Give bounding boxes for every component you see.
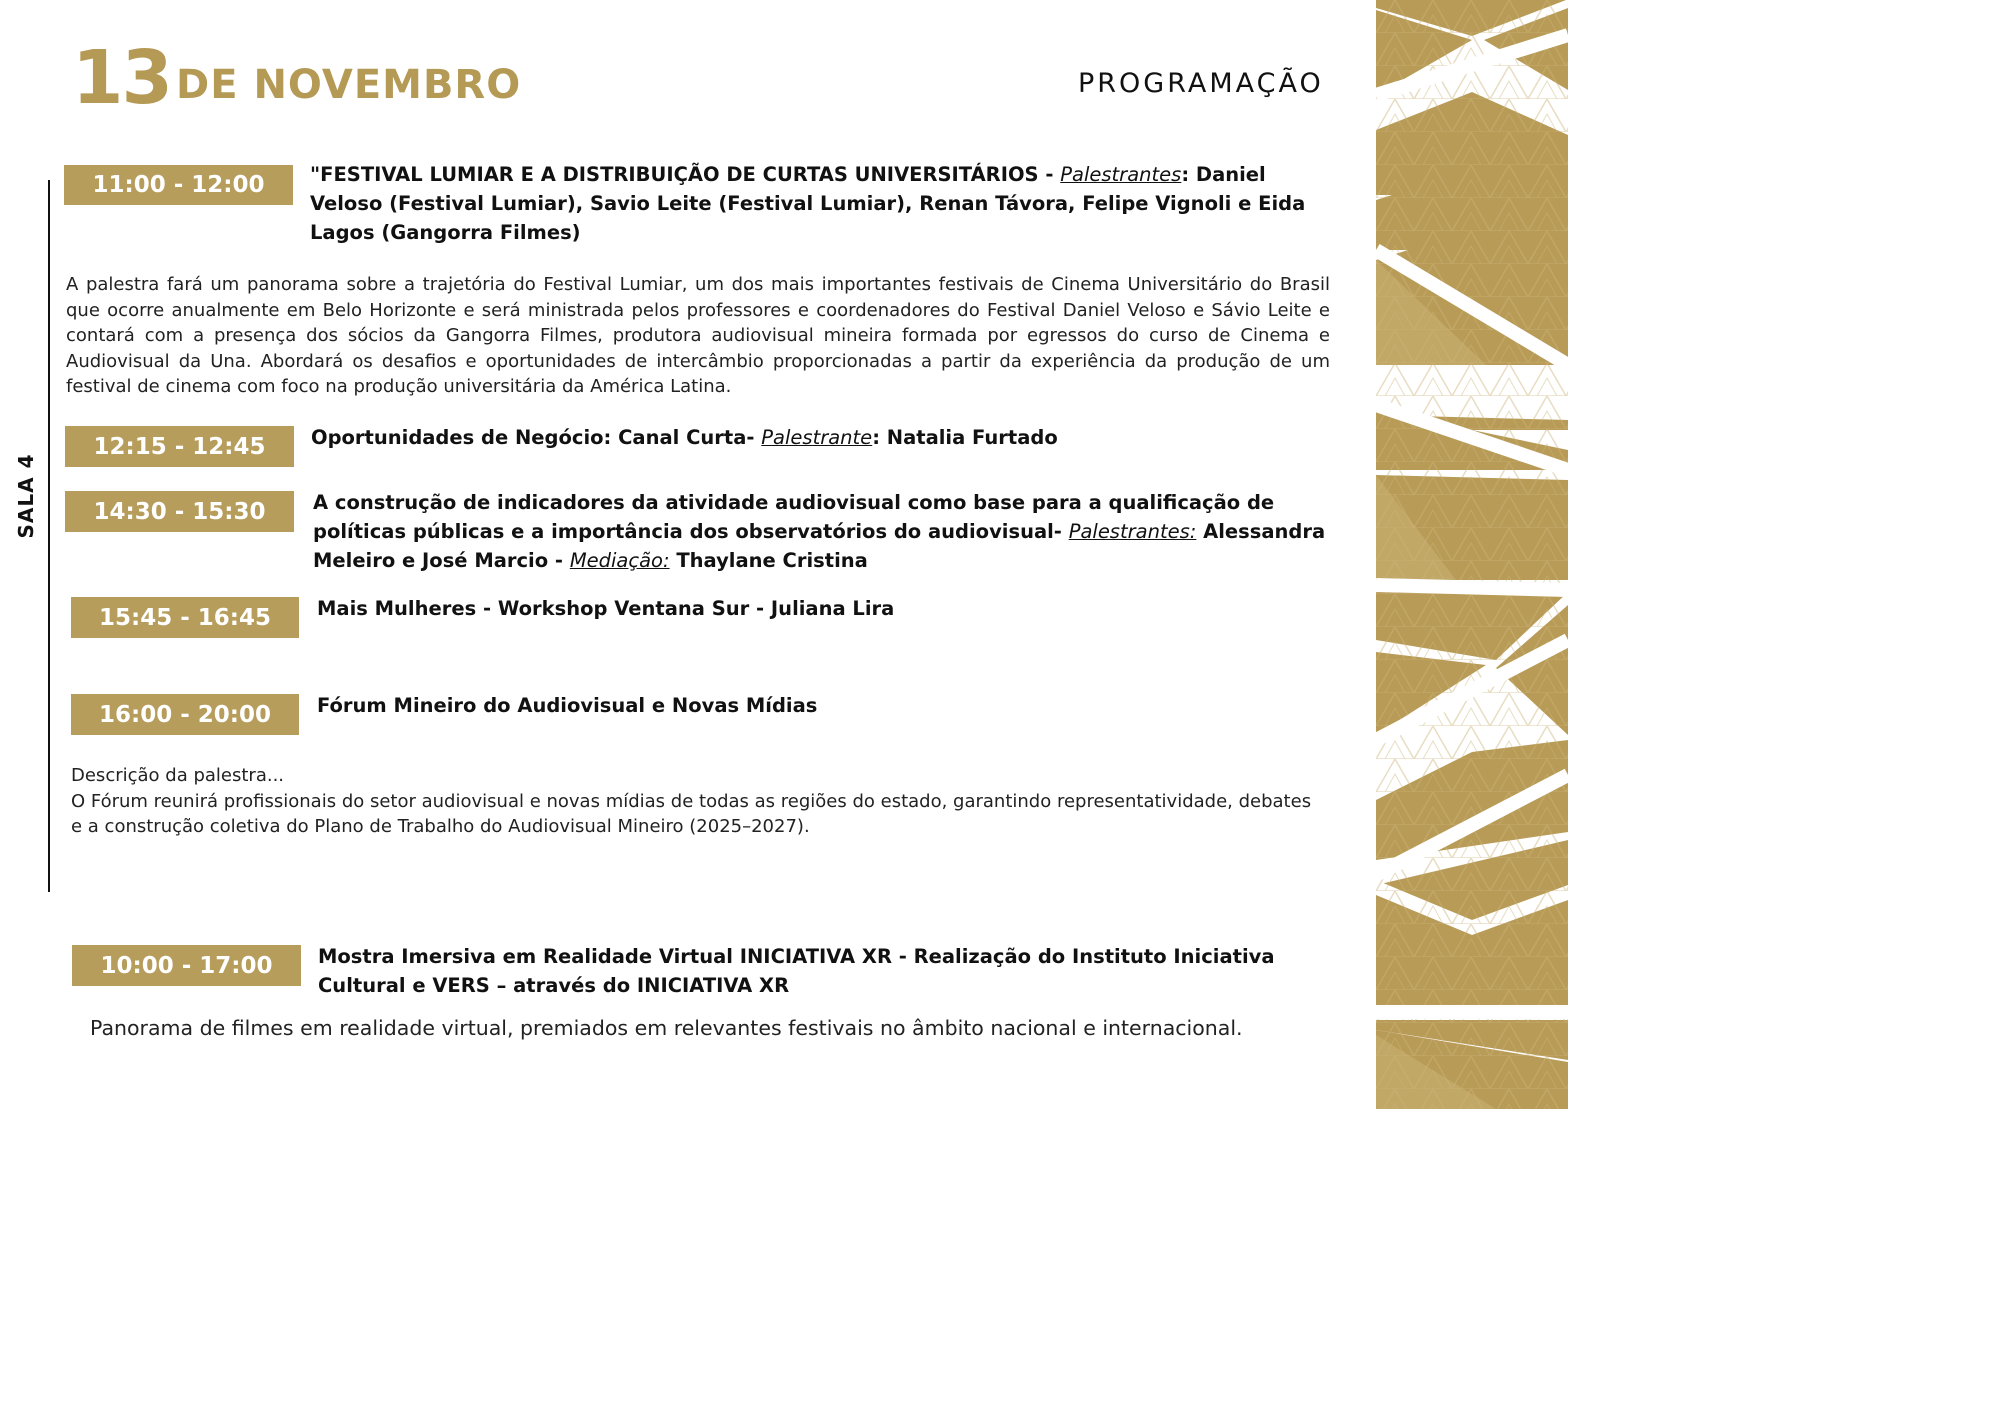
event-title-text: A construção de indicadores da atividade audiovisual como base para a qualificação de políticas públicas e a importância dos observatórios do audiovisual- [313,491,1275,543]
description-heading: Descrição da palestra... [71,765,285,786]
event-title: Mostra Imersiva em Realidade Virtual INICIATIVA XR - Realização do Instituto Iniciativa Cultural e VERS – através do INICIATIVA XR [318,945,1275,997]
event-title-text: Alessandra Meleiro e José Marcio - [313,520,1326,572]
event-description [66,272,1330,400]
time-badge: 10:00 - 17:00 [72,945,301,986]
event-title [313,488,1328,575]
description-text: A palestra fará um panorama sobre a trajetória do Festival Lumiar, um dos mais importantes festivais de Cinema Universitário do Brasil que ocorre anualmente em Belo Horizonte e será ministrada pelos professores e coordenadores do Festival Daniel Veloso e Sávio Leite e contará com a presença dos sócios da Gangorra Filmes, produtora audiovisual mineira formada por egressos do curso de Cinema e Audiovisual da Una. Abordará os desafios e oportunidades de intercâmbio proporcionadas a partir da experiência da produção de um festival de cinema com foco na produção universitária da América Latina. [66,274,1330,397]
decorative-pattern [1376,0,1568,1109]
event-title-text: Oportunidades de Negócio: Canal Curta- [311,426,762,449]
time-badge: 14:30 - 15:30 [65,491,294,532]
room-divider [48,180,50,892]
event-title-text: "FESTIVAL LUMIAR E A DISTRIBUIÇÃO DE CURTAS UNIVERSITÁRIOS - [310,163,1061,186]
event-title-text: : Daniel Veloso (Festival Lumiar), Savio Leite (Festival Lumiar), Renan Távora, Felipe Vignoli e Eida Lagos (Gangorra Filmes) [310,163,1306,244]
description-text: Panorama de filmes em realidade virtual, premiados em relevantes festivais no âmbito nacional e internacional. [90,1016,1243,1040]
time-badge: 11:00 - 12:00 [64,165,293,205]
time-badge: 12:15 - 12:45 [65,426,294,467]
page-title: PROGRAMAÇÃO [1078,68,1324,99]
date-month: DE NOVEMBRO [176,62,522,108]
date-day: 13 [72,35,171,121]
speakers-role: Palestrante [761,426,873,449]
speakers-role: Palestrantes [1060,163,1182,186]
room-label: SALA 4 [14,453,38,539]
event-title-text: Thaylane Cristina [669,549,868,572]
time-badge: 16:00 - 20:00 [71,694,299,735]
event-title: Fórum Mineiro do Audiovisual e Novas Mídias [317,694,818,717]
time-badge: 15:45 - 16:45 [71,597,299,638]
event-description [90,1013,1330,1043]
event-title-text: : Natalia Furtado [872,426,1058,449]
event-title [310,160,1310,247]
event-title [311,423,1311,452]
mediation-role: Mediação: [569,549,670,572]
description-text: O Fórum reunirá profissionais do setor audiovisual e novas mídias de todas as regiões do estado, garantindo representatividade, debates e a construção coletiva do Plano de Trabalho do Audiovisual Mineiro (2025–2027). [71,790,1312,837]
speakers-role: Palestrantes: [1068,520,1197,543]
event-description [71,763,1326,840]
event-title: Mais Mulheres - Workshop Ventana Sur - Juliana Lira [317,597,895,620]
